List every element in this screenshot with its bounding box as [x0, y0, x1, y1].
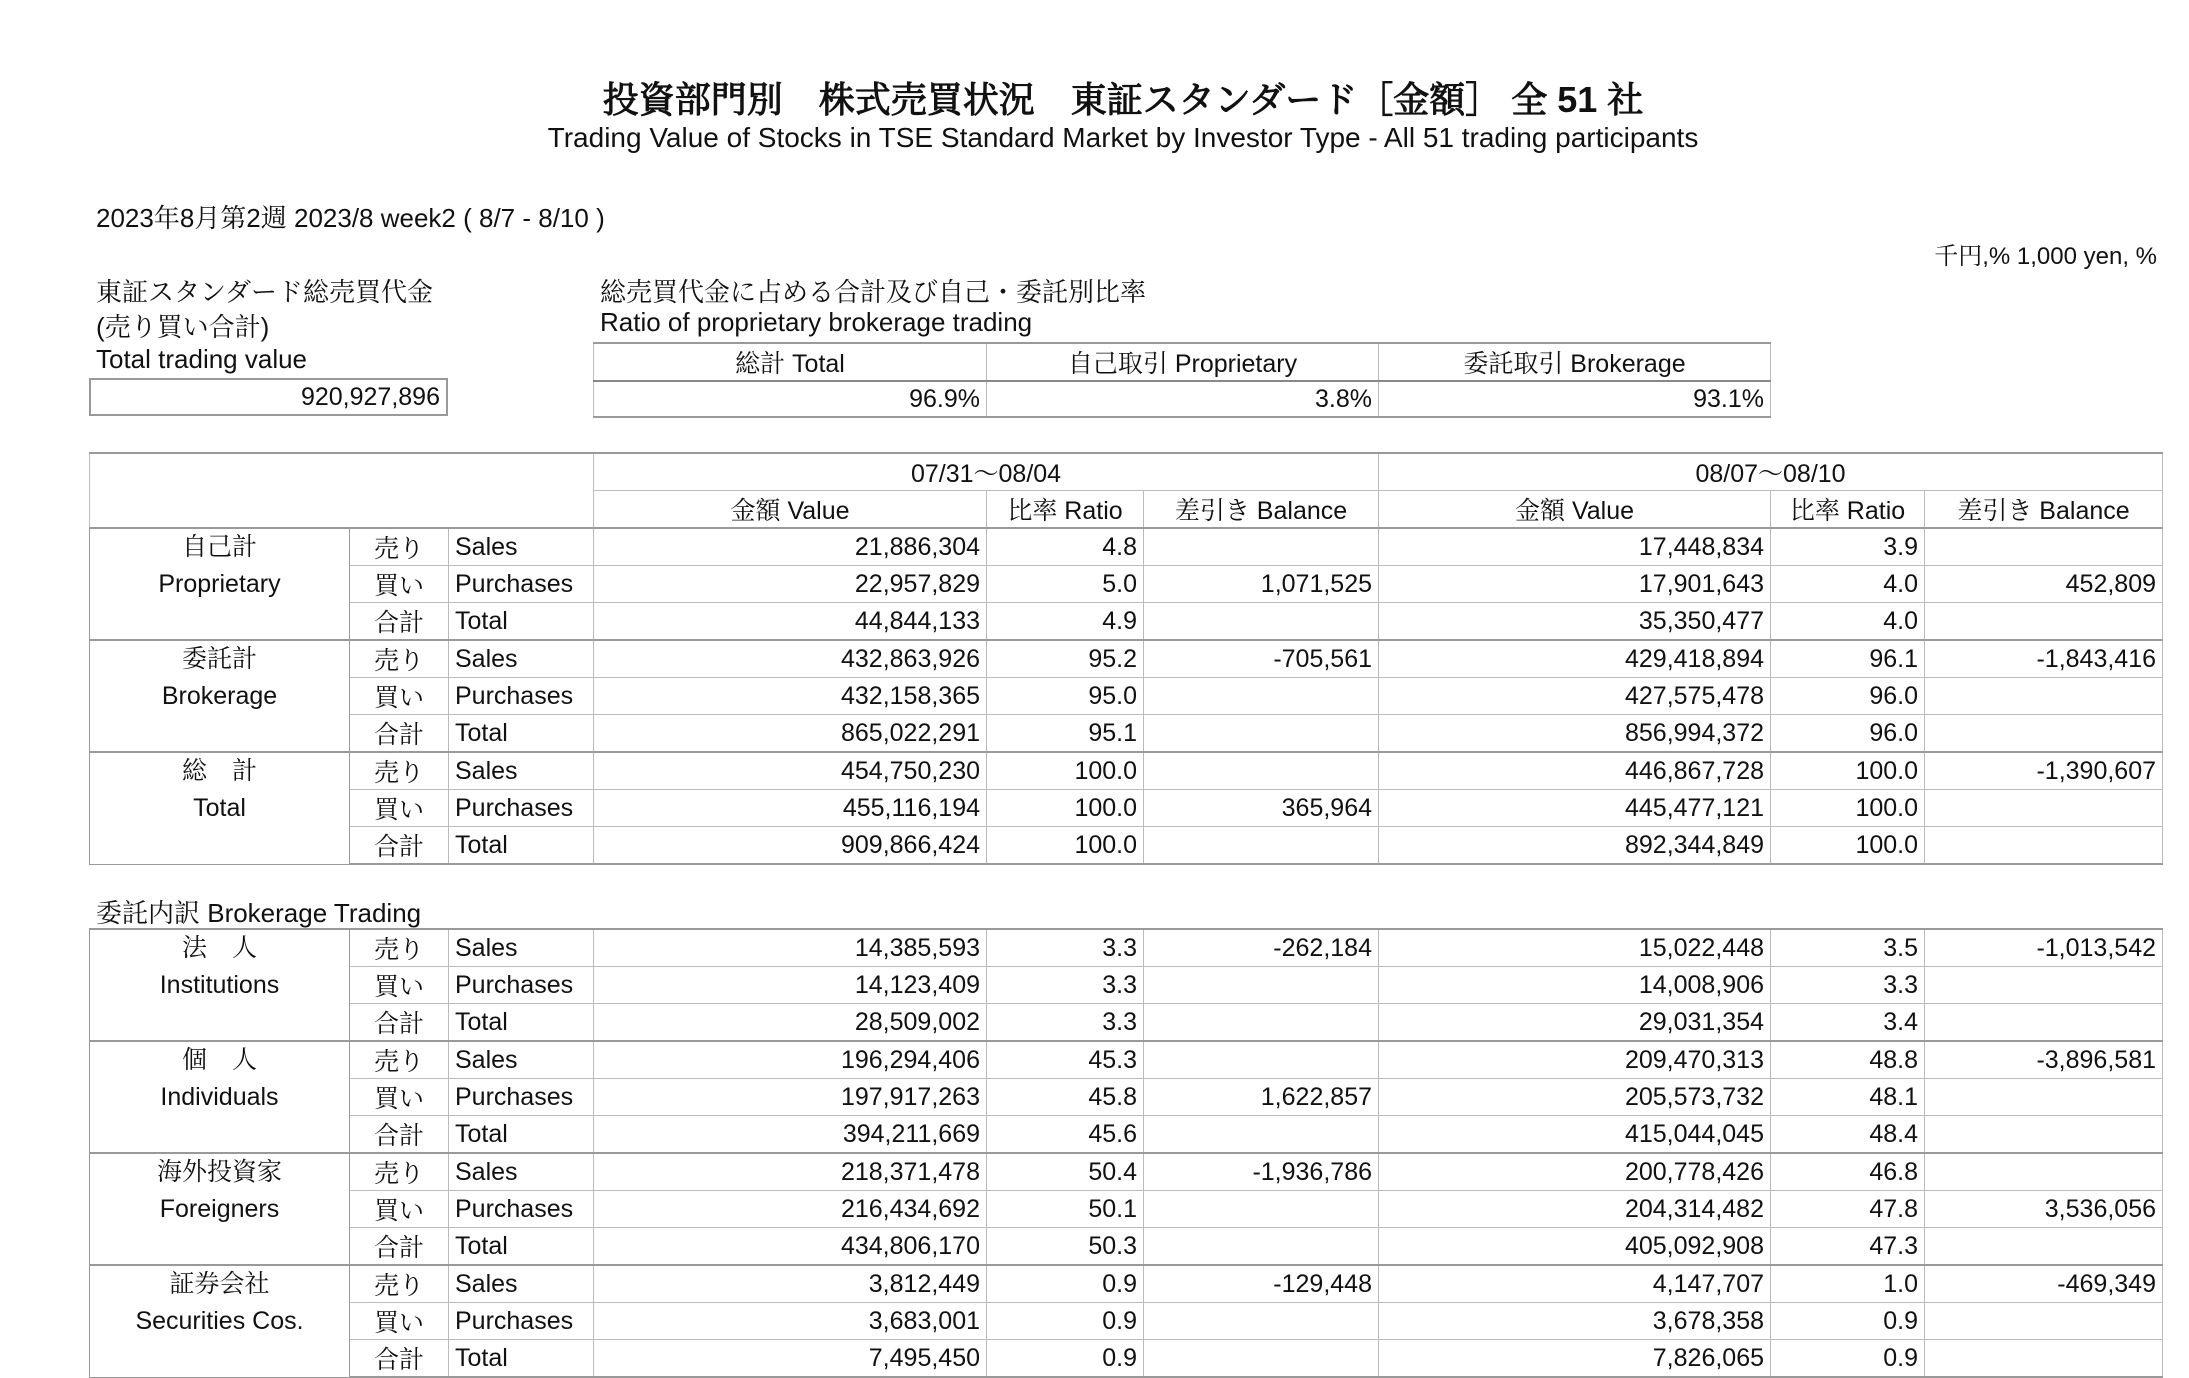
- page-title: 投資部門別 株式売買状況 東証スタンダード［金額］ 全 51 社: [602, 79, 1644, 120]
- ratio-value-proprietary: 3.8%: [987, 381, 1379, 417]
- ratio-current: 4.0: [1771, 566, 1925, 603]
- value-prev: 432,158,365: [594, 678, 987, 715]
- value-current: 7,826,065: [1379, 1340, 1771, 1378]
- ratio-prev: 50.1: [987, 1191, 1144, 1228]
- balance-current: [1925, 1116, 2163, 1154]
- group-label: [90, 1041, 350, 1153]
- ratio-prev: 100.0: [987, 790, 1144, 827]
- value-prev: 28,509,002: [594, 1004, 987, 1042]
- group-label: [90, 752, 350, 864]
- ratio-current: 96.1: [1771, 640, 1925, 678]
- ratio-current: 100.0: [1771, 827, 1925, 865]
- row-type-en: Purchases: [449, 967, 594, 1004]
- balance-current: 452,809: [1925, 566, 2163, 603]
- row-type-jp: 買い: [350, 790, 449, 827]
- group-label-jp: 総 計: [181, 757, 257, 785]
- group-label-en: Total: [193, 794, 246, 822]
- row-type-en: Sales: [449, 640, 594, 678]
- group-label: [90, 1153, 350, 1265]
- table-row: [90, 1191, 2163, 1228]
- balance-prev: 365,964: [1144, 790, 1379, 827]
- row-type-en: Purchases: [449, 678, 594, 715]
- row-type-jp: 売り: [350, 528, 449, 566]
- group-label: [90, 1265, 350, 1377]
- table-row: [90, 715, 2163, 753]
- row-type-en: Purchases: [449, 566, 594, 603]
- value-prev: 7,495,450: [594, 1340, 987, 1378]
- ratio-header-brokerage: 委託取引 Brokerage: [1379, 343, 1771, 381]
- value-prev: 455,116,194: [594, 790, 987, 827]
- ratio-prev: 0.9: [987, 1265, 1144, 1303]
- table-row: [90, 640, 2163, 678]
- table-row: [90, 827, 2163, 865]
- table-row: [90, 1004, 2163, 1042]
- ratio-current: 47.8: [1771, 1191, 1925, 1228]
- value-current: 445,477,121: [1379, 790, 1771, 827]
- row-type-en: Total: [449, 603, 594, 641]
- group-label: [90, 929, 350, 1041]
- ratio-prev: 100.0: [987, 752, 1144, 790]
- balance-current: [1925, 827, 2163, 865]
- table-row: [90, 1041, 2163, 1079]
- row-type-jp: 買い: [350, 1303, 449, 1340]
- row-type-en: Purchases: [449, 1303, 594, 1340]
- ratio-current: 4.0: [1771, 603, 1925, 641]
- ratio-label-en: Ratio of proprietary brokerage trading: [600, 307, 1033, 337]
- main-trading-table: [89, 452, 2163, 865]
- balance-prev: [1144, 1228, 1379, 1266]
- value-current: 35,350,477: [1379, 603, 1771, 641]
- balance-prev: -262,184: [1144, 929, 1379, 967]
- balance-prev: [1144, 1191, 1379, 1228]
- balance-current: -1,390,607: [1925, 752, 2163, 790]
- balance-current: [1925, 1303, 2163, 1340]
- ratio-prev: 3.3: [987, 1004, 1144, 1042]
- row-type-jp: 買い: [350, 967, 449, 1004]
- ratio-prev: 0.9: [987, 1340, 1144, 1378]
- row-type-en: Purchases: [449, 1079, 594, 1116]
- value-prev: 434,806,170: [594, 1228, 987, 1266]
- value-current: 15,022,448: [1379, 929, 1771, 967]
- value-current: 427,575,478: [1379, 678, 1771, 715]
- group-label-jp: 証券会社: [169, 1270, 270, 1298]
- total-trading-label-jp-sub: (売り買い合計): [96, 312, 270, 342]
- row-type-jp: 売り: [350, 1041, 449, 1079]
- brokerage-breakdown-table: [89, 928, 2163, 1378]
- ratio-label-jp: 総売買代金に占める合計及び自己・委託別比率: [600, 277, 1147, 307]
- row-type-jp: 売り: [350, 1153, 449, 1191]
- row-type-jp: 売り: [350, 640, 449, 678]
- balance-prev: 1,622,857: [1144, 1079, 1379, 1116]
- balance-current: [1925, 967, 2163, 1004]
- ratio-prev: 4.9: [987, 603, 1144, 641]
- total-trading-box: [89, 378, 448, 416]
- row-type-jp: 合計: [350, 1116, 449, 1154]
- balance-current: [1925, 528, 2163, 566]
- group-label-jp: 委託計: [181, 645, 257, 673]
- value-current: 405,092,908: [1379, 1228, 1771, 1266]
- value-current: 415,044,045: [1379, 1116, 1771, 1154]
- ratio-header-total: 総計 Total: [594, 343, 987, 381]
- value-current: 205,573,732: [1379, 1079, 1771, 1116]
- table-row: [90, 967, 2163, 1004]
- total-trading-label-en: Total trading value: [96, 344, 308, 374]
- value-current: 17,448,834: [1379, 528, 1771, 566]
- balance-prev: [1144, 1303, 1379, 1340]
- row-type-en: Sales: [449, 929, 594, 967]
- ratio-prev: 5.0: [987, 566, 1144, 603]
- balance-current: [1925, 1004, 2163, 1042]
- table-row: [90, 1340, 2163, 1378]
- balance-prev: 1,071,525: [1144, 566, 1379, 603]
- balance-prev: [1144, 967, 1379, 1004]
- col-header-ratio: 比率 Ratio: [987, 491, 1144, 529]
- table-row: [90, 1228, 2163, 1266]
- balance-current: [1925, 1079, 2163, 1116]
- group-label-en: Individuals: [160, 1083, 279, 1111]
- balance-current: -3,896,581: [1925, 1041, 2163, 1079]
- ratio-prev: 100.0: [987, 827, 1144, 865]
- period-header-current: 08/07～08/10: [1379, 453, 2163, 491]
- value-current: 204,314,482: [1379, 1191, 1771, 1228]
- ratio-current: 96.0: [1771, 715, 1925, 753]
- value-prev: 14,123,409: [594, 967, 987, 1004]
- ratio-prev: 4.8: [987, 528, 1144, 566]
- row-type-jp: 合計: [350, 715, 449, 753]
- value-prev: 14,385,593: [594, 929, 987, 967]
- ratio-prev: 45.3: [987, 1041, 1144, 1079]
- row-type-en: Sales: [449, 1265, 594, 1303]
- ratio-current: 100.0: [1771, 752, 1925, 790]
- row-type-en: Purchases: [449, 790, 594, 827]
- ratio-current: 3.9: [1771, 528, 1925, 566]
- ratio-prev: 3.3: [987, 929, 1144, 967]
- ratio-current: 0.9: [1771, 1340, 1925, 1378]
- ratio-prev: 50.4: [987, 1153, 1144, 1191]
- row-type-en: Total: [449, 1340, 594, 1378]
- value-prev: 454,750,230: [594, 752, 987, 790]
- value-current: 446,867,728: [1379, 752, 1771, 790]
- ratio-prev: 95.1: [987, 715, 1144, 753]
- total-trading-label-jp: 東証スタンダード総売買代金: [96, 277, 433, 307]
- period-line: 2023年8月第2週 2023/8 week2 ( 8/7 - 8/10 ): [96, 203, 605, 233]
- col-header-value: 金額 Value: [594, 491, 987, 529]
- ratio-current: 3.3: [1771, 967, 1925, 1004]
- value-prev: 21,886,304: [594, 528, 987, 566]
- ratio-current: 48.1: [1771, 1079, 1925, 1116]
- value-current: 4,147,707: [1379, 1265, 1771, 1303]
- ratio-prev: 0.9: [987, 1303, 1144, 1340]
- balance-prev: [1144, 678, 1379, 715]
- balance-prev: [1144, 1340, 1379, 1378]
- brokerage-section-label: 委託内訳 Brokerage Trading: [96, 898, 422, 928]
- row-type-jp: 合計: [350, 1340, 449, 1378]
- ratio-current: 100.0: [1771, 790, 1925, 827]
- ratio-prev: 95.2: [987, 640, 1144, 678]
- balance-current: -1,843,416: [1925, 640, 2163, 678]
- header-blank: [90, 453, 594, 528]
- row-type-jp: 売り: [350, 1265, 449, 1303]
- row-type-en: Sales: [449, 528, 594, 566]
- value-prev: 196,294,406: [594, 1041, 987, 1079]
- ratio-header-proprietary: 自己取引 Proprietary: [987, 343, 1379, 381]
- balance-current: [1925, 1153, 2163, 1191]
- table-row: [90, 1303, 2163, 1340]
- value-prev: 3,683,001: [594, 1303, 987, 1340]
- balance-prev: -129,448: [1144, 1265, 1379, 1303]
- value-current: 856,994,372: [1379, 715, 1771, 753]
- value-prev: 216,434,692: [594, 1191, 987, 1228]
- balance-prev: -1,936,786: [1144, 1153, 1379, 1191]
- value-current: 892,344,849: [1379, 827, 1771, 865]
- total-trading-value: 920,927,896: [90, 379, 447, 415]
- value-prev: 394,211,669: [594, 1116, 987, 1154]
- col-header-balance: 差引き Balance: [1925, 491, 2163, 529]
- row-type-jp: 売り: [350, 929, 449, 967]
- group-label: [90, 640, 350, 752]
- ratio-current: 96.0: [1771, 678, 1925, 715]
- group-label-en: Brokerage: [161, 682, 278, 710]
- group-label-en: Securities Cos.: [135, 1307, 304, 1335]
- balance-prev: [1144, 715, 1379, 753]
- row-type-en: Total: [449, 715, 594, 753]
- row-type-jp: 売り: [350, 752, 449, 790]
- balance-current: [1925, 603, 2163, 641]
- value-current: 29,031,354: [1379, 1004, 1771, 1042]
- row-type-en: Total: [449, 827, 594, 865]
- ratio-prev: 95.0: [987, 678, 1144, 715]
- table-row: [90, 790, 2163, 827]
- table-row: [90, 1079, 2163, 1116]
- group-label-jp: 個 人: [181, 1046, 257, 1074]
- row-type-en: Sales: [449, 1153, 594, 1191]
- ratio-prev: 3.3: [987, 967, 1144, 1004]
- table-row: [90, 528, 2163, 566]
- row-type-jp: 合計: [350, 827, 449, 865]
- row-type-en: Sales: [449, 1041, 594, 1079]
- ratio-current: 47.3: [1771, 1228, 1925, 1266]
- ratio-prev: 45.8: [987, 1079, 1144, 1116]
- balance-prev: [1144, 827, 1379, 865]
- ratio-current: 46.8: [1771, 1153, 1925, 1191]
- balance-current: -1,013,542: [1925, 929, 2163, 967]
- value-current: 3,678,358: [1379, 1303, 1771, 1340]
- col-header-balance: 差引き Balance: [1144, 491, 1379, 529]
- row-type-en: Sales: [449, 752, 594, 790]
- value-prev: 197,917,263: [594, 1079, 987, 1116]
- value-prev: 865,022,291: [594, 715, 987, 753]
- value-prev: 909,866,424: [594, 827, 987, 865]
- group-label-jp: 自己計: [181, 533, 257, 561]
- units-label: 千円,% 1,000 yen, %: [1934, 243, 2157, 270]
- table-row: [90, 1116, 2163, 1154]
- row-type-en: Purchases: [449, 1191, 594, 1228]
- row-type-en: Total: [449, 1004, 594, 1042]
- balance-prev: [1144, 603, 1379, 641]
- ratio-current: 1.0: [1771, 1265, 1925, 1303]
- ratio-value-brokerage: 93.1%: [1379, 381, 1771, 417]
- ratio-table: [593, 342, 1771, 418]
- ratio-current: 3.4: [1771, 1004, 1925, 1042]
- table-row: [90, 566, 2163, 603]
- balance-prev: [1144, 1004, 1379, 1042]
- ratio-value-total: 96.9%: [594, 381, 987, 417]
- balance-prev: [1144, 1116, 1379, 1154]
- value-current: 17,901,643: [1379, 566, 1771, 603]
- value-prev: 44,844,133: [594, 603, 987, 641]
- value-prev: 3,812,449: [594, 1265, 987, 1303]
- value-current: 429,418,894: [1379, 640, 1771, 678]
- row-type-jp: 買い: [350, 566, 449, 603]
- balance-prev: -705,561: [1144, 640, 1379, 678]
- balance-current: 3,536,056: [1925, 1191, 2163, 1228]
- group-label: [90, 528, 350, 640]
- row-type-jp: 合計: [350, 603, 449, 641]
- ratio-current: 48.4: [1771, 1116, 1925, 1154]
- page-subtitle: Trading Value of Stocks in TSE Standard Market by Investor Type - All 51 trading participants: [547, 122, 1699, 153]
- table-row: [90, 1265, 2163, 1303]
- balance-current: [1925, 678, 2163, 715]
- value-current: 14,008,906: [1379, 967, 1771, 1004]
- ratio-current: 48.8: [1771, 1041, 1925, 1079]
- table-row: [90, 603, 2163, 641]
- ratio-prev: 50.3: [987, 1228, 1144, 1266]
- row-type-jp: 買い: [350, 678, 449, 715]
- balance-current: -469,349: [1925, 1265, 2163, 1303]
- group-label-en: Foreigners: [159, 1195, 280, 1223]
- ratio-current: 0.9: [1771, 1303, 1925, 1340]
- value-current: 209,470,313: [1379, 1041, 1771, 1079]
- group-label-jp: 法 人: [181, 934, 257, 962]
- balance-current: [1925, 790, 2163, 827]
- row-type-en: Total: [449, 1116, 594, 1154]
- row-type-en: Total: [449, 1228, 594, 1266]
- group-label-jp: 海外投資家: [156, 1158, 282, 1186]
- table-row: [90, 678, 2163, 715]
- row-type-jp: 買い: [350, 1079, 449, 1116]
- balance-current: [1925, 1228, 2163, 1266]
- balance-prev: [1144, 528, 1379, 566]
- value-prev: 22,957,829: [594, 566, 987, 603]
- row-type-jp: 合計: [350, 1004, 449, 1042]
- value-prev: 218,371,478: [594, 1153, 987, 1191]
- balance-current: [1925, 715, 2163, 753]
- balance-current: [1925, 1340, 2163, 1378]
- period-header-prev: 07/31～08/04: [594, 453, 1379, 491]
- col-header-value: 金額 Value: [1379, 491, 1771, 529]
- table-row: [90, 929, 2163, 967]
- value-prev: 432,863,926: [594, 640, 987, 678]
- ratio-current: 3.5: [1771, 929, 1925, 967]
- group-label-en: Proprietary: [158, 570, 281, 598]
- row-type-jp: 買い: [350, 1191, 449, 1228]
- table-row: [90, 1153, 2163, 1191]
- balance-prev: [1144, 752, 1379, 790]
- row-type-jp: 合計: [350, 1228, 449, 1266]
- balance-prev: [1144, 1041, 1379, 1079]
- table-row: [90, 752, 2163, 790]
- col-header-ratio: 比率 Ratio: [1771, 491, 1925, 529]
- group-label-en: Institutions: [159, 971, 280, 999]
- value-current: 200,778,426: [1379, 1153, 1771, 1191]
- ratio-prev: 45.6: [987, 1116, 1144, 1154]
